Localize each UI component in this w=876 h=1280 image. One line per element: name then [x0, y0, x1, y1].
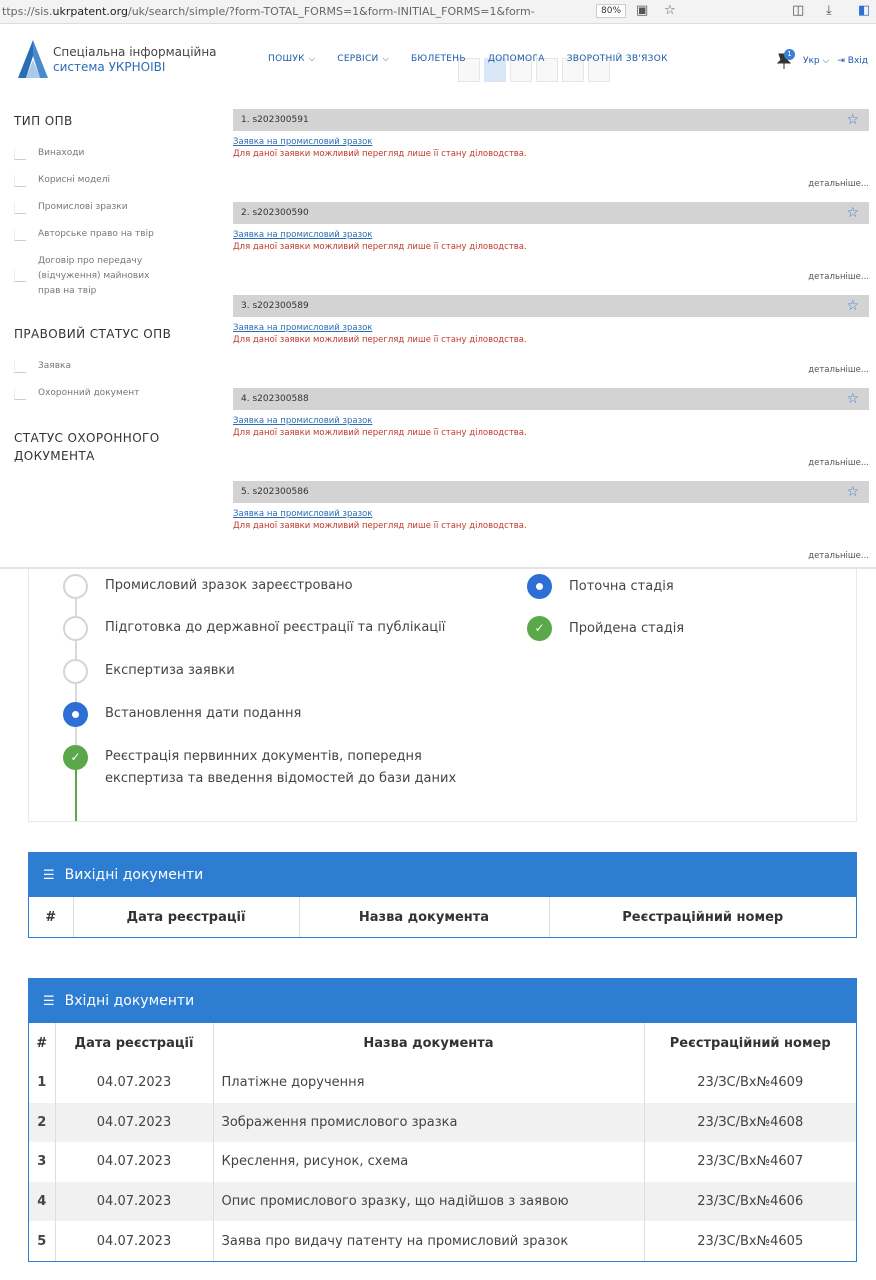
outgoing-documents-table: [29, 897, 856, 937]
check-icon: ✓: [63, 745, 88, 770]
cell-doc-name: Заява про видачу патенту на промисловий зразок: [213, 1221, 644, 1261]
col-number: #: [29, 1023, 55, 1063]
favorite-star-icon[interactable]: ☆: [846, 112, 859, 128]
favorite-star-icon[interactable]: ☆: [846, 391, 859, 407]
filter-application[interactable]: [14, 359, 214, 374]
step-label: Промисловий зразок зареєстровано: [105, 578, 353, 593]
logo-line1: Спеціальна інформаційна: [53, 45, 217, 59]
cell-doc-name: Креслення, рисунок, схема: [213, 1142, 644, 1182]
table-row: [29, 1142, 856, 1182]
step-label: [105, 745, 456, 790]
step-label: Експертиза заявки: [105, 663, 235, 678]
cell-number: 1: [29, 1063, 55, 1103]
status-timeline: [28, 569, 857, 822]
cell-date: 04.07.2023: [55, 1221, 213, 1261]
filter-inventions[interactable]: [14, 146, 214, 161]
cell-date: 04.07.2023: [55, 1142, 213, 1182]
pending-step-icon: [63, 616, 88, 641]
chevron-down-icon: ⌵: [822, 56, 830, 66]
favorite-star-icon[interactable]: ☆: [846, 484, 859, 500]
pending-step-icon: [63, 659, 88, 684]
timeline-step: [63, 616, 445, 641]
table-row: [29, 1221, 856, 1261]
timeline-step: [63, 745, 456, 790]
cell-doc-name: Платіжне доручення: [213, 1063, 644, 1103]
details-link[interactable]: детальніше...: [808, 272, 869, 282]
result-item: [233, 109, 869, 202]
checkbox[interactable]: [14, 270, 26, 282]
result-warning: Для даної заявки можливий перегляд лише її стану діловодства.: [233, 521, 527, 531]
nav-label: СЕРВІСИ: [337, 54, 379, 64]
filter-label: Заявка: [38, 361, 71, 371]
login-link[interactable]: [837, 56, 868, 66]
url-domain: ukrpatent.org: [52, 5, 128, 18]
panel-header: [29, 853, 856, 897]
timeline-step: [63, 659, 235, 684]
timeline-step: [63, 702, 301, 727]
pocket-icon[interactable]: ◫: [792, 3, 805, 18]
filter-label: Договір про передачу (відчуження) майнових прав на твір: [38, 256, 150, 296]
filter-label: Охоронний документ: [38, 388, 140, 398]
result-item: [233, 388, 869, 481]
cell-reg-number: 23/ЗС/Вх№4607: [644, 1142, 856, 1182]
nav-services[interactable]: [337, 54, 389, 64]
result-type-link[interactable]: Заявка на промисловий зразок: [233, 509, 373, 519]
result-warning: Для даної заявки можливий перегляд лише її стану діловодства.: [233, 242, 527, 252]
filter-label: Корисні моделі: [38, 175, 110, 185]
nav-bulletin[interactable]: БЮЛЕТЕНЬ: [410, 54, 466, 64]
nav-label: ПОШУК: [268, 54, 305, 64]
legend-current: [527, 574, 674, 599]
result-title-bar[interactable]: [233, 481, 869, 503]
login-icon: ⇥: [837, 56, 845, 66]
url-path: /uk/search/simple/?form-TOTAL_FORMS=1&form-INITIAL_FORMS=1&form-: [127, 5, 535, 18]
incoming-documents-table: [29, 1023, 856, 1261]
filter-heading-doc-status: СТАТУС ОХОРОННОГО ДОКУМЕНТА: [14, 431, 160, 463]
cell-reg-number: 23/ЗС/Вх№4609: [644, 1063, 856, 1103]
filter-protection-document[interactable]: [14, 386, 214, 401]
incoming-documents-panel: [28, 978, 857, 1262]
browser-url-bar[interactable]: [0, 0, 876, 24]
reader-mode-icon[interactable]: ▣: [636, 3, 649, 18]
step-label-line: Реєстрація первинних документів, попередня: [105, 749, 422, 764]
cell-doc-name: Опис промислового зразку, що надійшов з заявою: [213, 1182, 644, 1222]
result-warning: Для даної заявки можливий перегляд лише її стану діловодства.: [233, 335, 527, 345]
panel-title: Вхідні документи: [64, 993, 195, 1009]
main-nav: [268, 54, 668, 64]
result-item: [233, 202, 869, 295]
extension-icon[interactable]: ◧: [858, 3, 871, 18]
col-name: Назва документа: [299, 897, 549, 937]
col-name: Назва документа: [213, 1023, 644, 1063]
cell-date: 04.07.2023: [55, 1063, 213, 1103]
result-item: [233, 295, 869, 388]
table-row: [29, 1182, 856, 1222]
zoom-level[interactable]: 80%: [596, 4, 626, 18]
filter-industrial-designs[interactable]: [14, 200, 214, 215]
col-reg-number: Реєстраційний номер: [549, 897, 856, 937]
cell-number: 2: [29, 1103, 55, 1143]
result-type-link[interactable]: Заявка на промисловий зразок: [233, 323, 373, 333]
cell-date: 04.07.2023: [55, 1103, 213, 1143]
notifications-button[interactable]: [775, 52, 795, 70]
current-step-icon: [63, 702, 88, 727]
result-title-bar[interactable]: [233, 109, 869, 131]
chevron-down-icon: ⌵: [308, 54, 316, 63]
col-reg-number: Реєстраційний номер: [644, 1023, 856, 1063]
result-type-link[interactable]: Заявка на промисловий зразок: [233, 416, 373, 426]
cell-date: 04.07.2023: [55, 1182, 213, 1222]
filter-sidebar: [14, 114, 214, 483]
cell-reg-number: 23/ЗС/Вх№4606: [644, 1182, 856, 1222]
col-date: Дата реєстрації: [73, 897, 299, 937]
current-step-icon: [527, 574, 552, 599]
col-date: Дата реєстрації: [55, 1023, 213, 1063]
result-title[interactable]: 4. s202300588: [241, 394, 309, 404]
cell-number: 3: [29, 1142, 55, 1182]
pending-step-icon: [63, 574, 88, 599]
filter-label: Промислові зразки: [38, 202, 128, 212]
step-label: Встановлення дати подання: [105, 706, 302, 721]
list-icon: ☰: [43, 867, 55, 883]
nav-search[interactable]: [268, 54, 315, 64]
download-icon[interactable]: ⤓: [826, 3, 832, 18]
legend-label: Пройдена стадія: [569, 621, 685, 636]
step-label: Підготовка до державної реєстрації та публікації: [105, 620, 446, 635]
nav-feedback[interactable]: ЗВОРОТНІЙ ЗВ'ЯЗОК: [566, 54, 668, 64]
result-title[interactable]: 1. s202300591: [241, 115, 309, 125]
outgoing-documents-panel: [28, 852, 857, 938]
logo-text[interactable]: [53, 45, 217, 75]
header-right: [775, 52, 868, 70]
favorite-star-icon[interactable]: ☆: [846, 205, 859, 221]
filter-heading-legal-status: ПРАВОВИЙ СТАТУС ОПВ: [14, 327, 172, 341]
favorite-star-icon[interactable]: ☆: [846, 298, 859, 314]
panel-title: Вихідні документи: [64, 867, 204, 883]
notification-count: 1: [784, 49, 795, 60]
result-title-bar[interactable]: [233, 202, 869, 224]
result-warning: Для даної заявки можливий перегляд лише її стану діловодства.: [233, 428, 527, 438]
result-item: [233, 481, 869, 574]
list-icon: ☰: [43, 993, 55, 1009]
result-title[interactable]: 2. s202300590: [241, 208, 309, 218]
result-title[interactable]: 3. s202300589: [241, 301, 309, 311]
language-select[interactable]: [803, 56, 829, 66]
details-link[interactable]: детальніше...: [808, 551, 869, 561]
url-text[interactable]: [0, 5, 590, 18]
logo-icon[interactable]: [16, 38, 50, 80]
language-label: Укр: [803, 56, 820, 66]
checkbox[interactable]: [14, 148, 26, 160]
nav-help[interactable]: ДОПОМОГА: [487, 54, 545, 64]
cell-doc-name: Зображення промислового зразка: [213, 1103, 644, 1143]
cell-reg-number: 23/ЗС/Вх№4605: [644, 1221, 856, 1261]
details-link[interactable]: детальніше...: [808, 458, 869, 468]
url-prefix: ttps://sis.: [2, 5, 53, 18]
details-link[interactable]: детальніше...: [808, 179, 869, 189]
result-type-link[interactable]: Заявка на промисловий зразок: [233, 137, 373, 147]
checkbox[interactable]: [14, 202, 26, 214]
result-warning: Для даної заявки можливий перегляд лише її стану діловодства.: [233, 149, 527, 159]
filter-copyright[interactable]: [14, 227, 214, 242]
filter-heading-type: ТИП ОПВ: [14, 114, 73, 128]
check-icon: ✓: [527, 616, 552, 641]
legend-label: Поточна стадія: [569, 579, 674, 594]
site-header: [0, 24, 876, 94]
legend-done: [527, 616, 684, 641]
result-title-bar[interactable]: [233, 388, 869, 410]
cell-reg-number: 23/ЗС/Вх№4608: [644, 1103, 856, 1143]
filter-label: Авторське право на твір: [38, 229, 154, 239]
details-link[interactable]: детальніше...: [808, 365, 869, 375]
chevron-down-icon: ⌵: [382, 54, 389, 63]
panel-header: [29, 979, 856, 1023]
bookmark-star-icon[interactable]: ☆: [664, 3, 676, 18]
checkbox[interactable]: [14, 229, 26, 241]
filter-rights-transfer[interactable]: [14, 254, 214, 299]
results-list: [233, 109, 869, 574]
cell-number: 4: [29, 1182, 55, 1222]
col-number: #: [29, 897, 73, 937]
filter-label: Винаходи: [38, 148, 85, 158]
checkbox[interactable]: [14, 388, 26, 400]
result-title[interactable]: 5. s202300586: [241, 487, 309, 497]
checkbox[interactable]: [14, 361, 26, 373]
logo-line2: система УКРНОІВІ: [53, 60, 166, 74]
step-label-line: експертиза та введення відомостей до бази даних: [105, 771, 457, 786]
result-title-bar[interactable]: [233, 295, 869, 317]
login-label: Вхід: [847, 56, 868, 66]
timeline-step: [63, 574, 353, 599]
result-type-link[interactable]: Заявка на промисловий зразок: [233, 230, 373, 240]
table-row: [29, 1103, 856, 1143]
filter-utility-models[interactable]: [14, 173, 214, 188]
cell-number: 5: [29, 1221, 55, 1261]
table-row: [29, 1063, 856, 1103]
checkbox[interactable]: [14, 175, 26, 187]
